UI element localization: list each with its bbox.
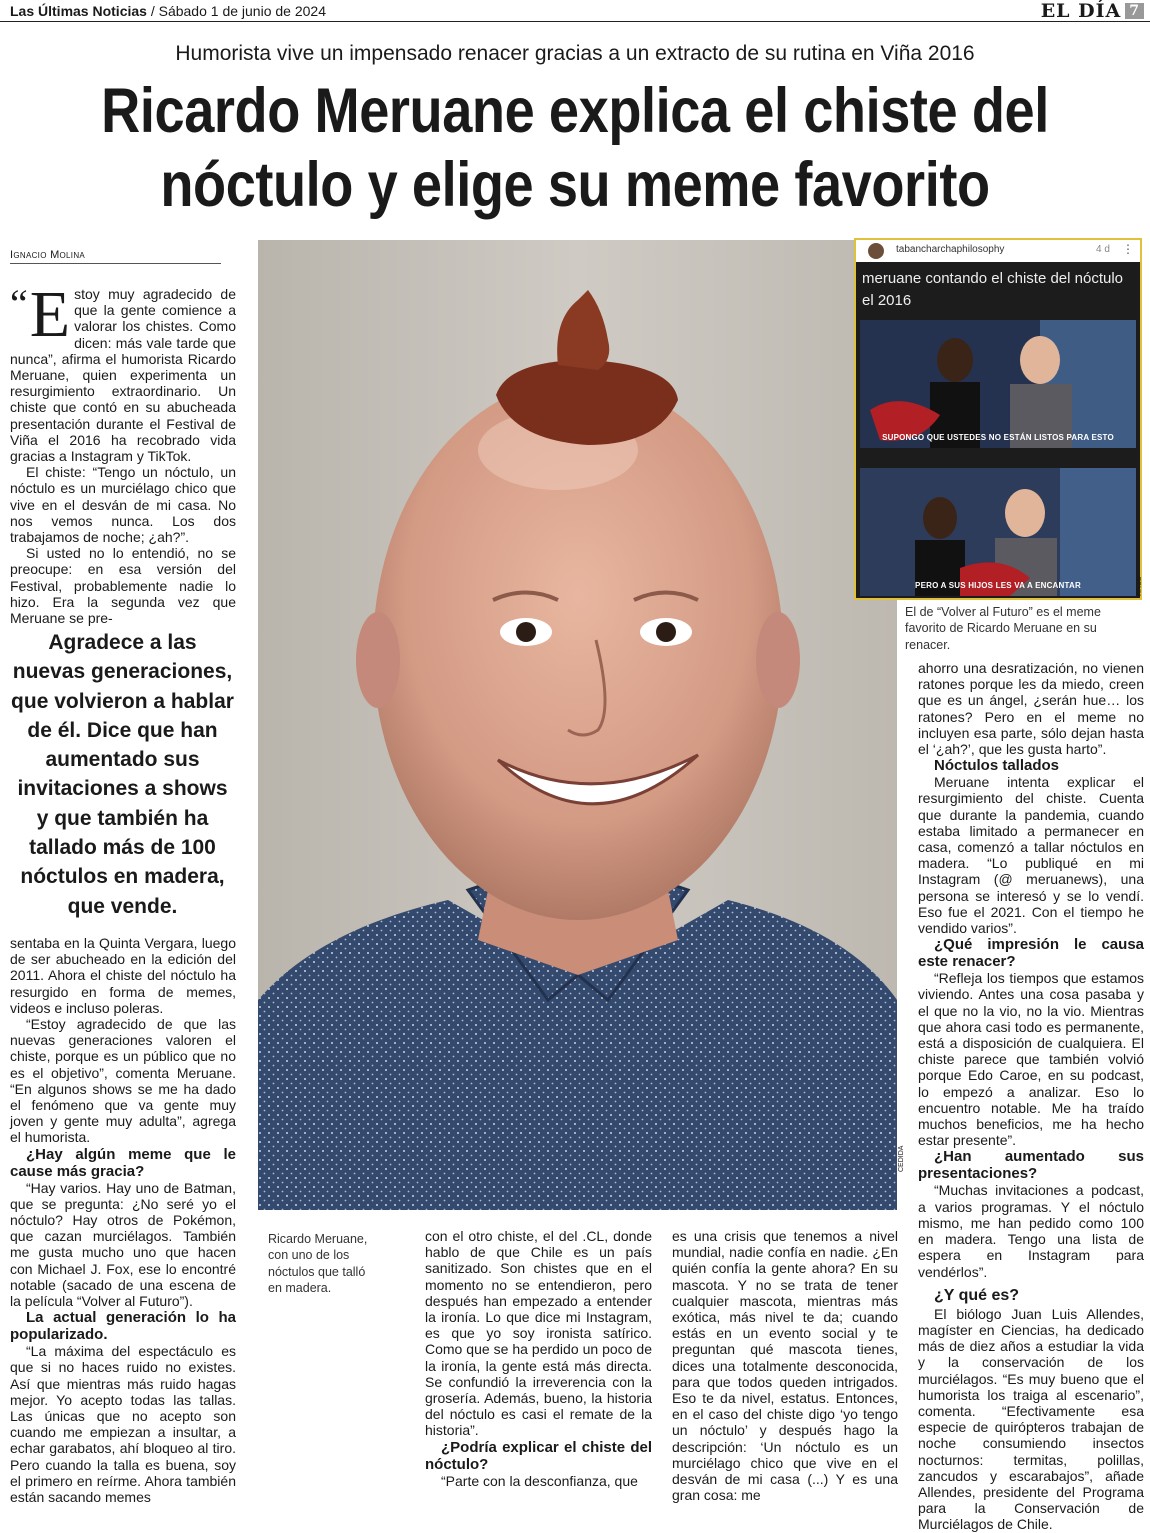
inset-caption: El de “Volver al Futuro” es el meme favorito de Ricardo Meruane en su renacer. bbox=[905, 605, 1101, 652]
meme-title: meruane contando el chiste del nóctulo el 2016 bbox=[862, 270, 1124, 309]
question-heading: ¿Hay algún meme que le cause más gracia? bbox=[10, 1145, 236, 1180]
more-options-icon: ⋮ bbox=[1122, 242, 1134, 256]
meme-frame-1 bbox=[860, 320, 1136, 448]
instagram-meme-inset bbox=[854, 238, 1142, 600]
instagram-username: tabancharchaphilosophy bbox=[896, 244, 1005, 255]
column-1-bottom bbox=[10, 935, 236, 1505]
paragraph: “Estoy agradecido de que las nuevas generaciones valoren el chiste, porque es un público que no es el objetivo”, comenta Meruane. “En algunos shows se me ha dado el fenómeno que va gente muy joven y gente muy adulta”, agrega el humorista. bbox=[10, 1016, 236, 1146]
paragraph: El chiste: “Tengo un nóctulo, un nóctulo es un murciélago chico que vive en el desván de mi casa. No nos vemos nunca. Los dos trabajamos de noche; ¿ah?”. bbox=[10, 464, 236, 546]
section-name: EL DÍA bbox=[1040, 0, 1122, 22]
opening-quote-mark: “ bbox=[10, 281, 28, 326]
pull-quote: Agradece a las nuevas generaciones, que volvieron a hablar de él. Dice que han aumentado sus invitaciones a shows y que también ha tallado más de 100 nóctulos en madera, que vende. bbox=[11, 631, 234, 918]
column-1-top bbox=[10, 278, 236, 627]
photo-credit: CEDIDA bbox=[898, 1145, 905, 1172]
instagram-header bbox=[856, 240, 1140, 262]
photo-caption: Ricardo Meruane, con uno de los nóctulos que talló en madera. bbox=[268, 1232, 368, 1295]
paragraph: “Refleja los tiempos que estamos viviendo. Antes una cosa pasaba y el que no la vio, no la vio. Mientras que ahora casi todo es permanente, está a disposición de cualquiera. El chiste parece que también volvió porque Edo Caroe, en su podcast, lo empezó a analizar. Eso lo encuentro notable. Me ha traído muchos beneficios, me ha hecho estar presente”. bbox=[918, 970, 1144, 1149]
kicker: Humorista vive un impensado renacer gracias a un extracto de su rutina en Viña 2016 bbox=[175, 42, 975, 65]
headline-line-2: nóctulo y elige su meme favorito bbox=[160, 150, 990, 220]
intro-paragraph bbox=[10, 278, 236, 465]
question-heading: ¿Qué impresión le causa este renacer? bbox=[918, 936, 1144, 971]
movie-still-illustration bbox=[860, 320, 1136, 448]
paragraph: ahorro una desratización, no vienen ratones porque les da miedo, creen que es un ángel, ¿serán hue… los ratones? Pero en el meme no incluyen esa parte, sólo dejan hasta el ‘¿ah?’, que les gusta harto”. bbox=[918, 660, 1144, 758]
avatar bbox=[868, 243, 884, 259]
meme-subtitle-1: SUPONGO QUE USTEDES NO ESTÁN LISTOS PARA ESTO bbox=[882, 433, 1114, 442]
main-photo bbox=[258, 240, 897, 1210]
question-heading: ¿Han aumentado sus presentaciones? bbox=[918, 1148, 1144, 1183]
meme-subtitle-2: PERO A SUS HIJOS LES VA A ENCANTAR bbox=[915, 581, 1081, 590]
headline bbox=[98, 74, 1053, 222]
column-3 bbox=[672, 1228, 898, 1503]
page-number: 7 bbox=[1125, 3, 1144, 19]
headline-line-1: Ricardo Meruane explica el chiste del bbox=[101, 76, 1049, 146]
paragraph: “La máxima del espectáculo es que si no haces ruido no existes. Así que mientras más ruido hagas mejor. Yo acepto todas las tallas. Las únicas que no acepto son cuando me empiezan a insultar, a echar garabatos, ahí bloqueo al tiro. Pero cuando la talla es buena, soy el primero en reírme. Ahora también están sacando memes bbox=[10, 1343, 236, 1506]
issue-date: / Sábado 1 de junio de 2024 bbox=[150, 3, 326, 19]
post-age: 4 d bbox=[1096, 244, 1110, 255]
meme-frame-2 bbox=[860, 468, 1136, 596]
paper-name: Las Últimas Noticias bbox=[10, 3, 147, 19]
portrait-illustration bbox=[258, 240, 897, 1210]
paragraph: “Parte con la desconfianza, que bbox=[441, 1472, 638, 1489]
masthead bbox=[0, 0, 1150, 22]
intro-text: stoy muy agradecido de que la gente comience a valorar los chistes. Como dicen: más vale tarde que nunca”, afirma el humorista Ricardo Meruane, quien experimenta un resurgimiento extraordinario. Un chiste que contó en su abucheada presentación durante el Festival de Viña el 2016 ha recobrado vida gracias a Instagram y TikTok. bbox=[10, 286, 236, 465]
paragraph: Meruane intenta explicar el resurgimiento del chiste. Cuenta que durante la pandemia, cuando estaba limitado a permanecer en casa, comenzó a tallar nóctulos en madera. “Lo publiqué en mi Instagram (@ meruanews), una persona se interesó y se lo vendí. Eso fue el 2021. Con el tiempo he vendido varios”. bbox=[918, 774, 1144, 937]
paragraph: sentaba en la Quinta Vergara, luego de ser abucheado en la edición del 2011. Ahora el chiste del nóctulo ha resurgido en forma de memes, videos e incluso poleras. bbox=[10, 935, 236, 1016]
question-heading: La actual generación lo ha popularizado. bbox=[10, 1309, 236, 1344]
paragraph: con el otro chiste, el del .CL, donde hablo de que Chile es un país sanitizado. Son chistes que en el momento no se entendieron, pero después han empezado a entender la ironía. Lo que dice mi Instagram, es que yo soy ironista satírico. Como que se ha perdido un poco de la ironía, la gente está más directa. Se confundió la irreverencia con la grosería. Además, bueno, la historia del nóctulo es casi el remate de la historia”. bbox=[425, 1228, 652, 1439]
byline: Ignacio Molina bbox=[10, 249, 221, 264]
section-label bbox=[1041, 0, 1144, 22]
movie-still-illustration bbox=[860, 468, 1136, 596]
paragraph: “Hay varios. Hay uno de Batman, que se pregunta: ¿No seré yo el nóctulo? Hay otros de Pokémon, que cazan murciélagos. También me gusta mucho uno que hacen con Michael J. Fox, ese lo encontré notable (sacado de una escena de la película “Volver al Futuro”). bbox=[10, 1179, 236, 1310]
paragraph: El biólogo Juan Luis Allendes, magíster en Ciencias, ha dedicado más de diez años a estudiar la vida y la conservación de los murciélagos. “Es muy bueno que el humorista los traiga al escenario”, comenta. “Efectivamente esa especie de quirópteros trabajan de noche consumiendo insectos nocturnos: termitas, polillas, zancudos y escarabajos”, añade Allendes, presidente del Programa para la Conservación de Murciélagos de Chile. bbox=[918, 1305, 1144, 1533]
drop-cap: E bbox=[29, 278, 71, 351]
subheading: Nóctulos tallados bbox=[934, 757, 1060, 775]
paragraph: “Muchas invitaciones a podcast, a varios programas. Y el nóctulo mismo, me han pedido como 100 en madera. Tengo una lista de espera en Instagram para vendérlos”. bbox=[918, 1182, 1144, 1280]
paragraph: Si usted no lo entendió, no se preocupe: en esa versión del Festival, probablemente nadie lo hizo. Era la segunda vez que Meruane se pre- bbox=[10, 545, 236, 627]
question-heading: ¿Podría explicar el chiste del nóctulo? bbox=[425, 1438, 652, 1473]
paper-dateline bbox=[10, 3, 326, 19]
paragraph: es una crisis que tenemos a nivel mundial, nadie confía en nadie. ¿En quién confía la gente ahora? En su mascota. Y no se trata de tener cualquier mascota, mientras más exótica, más nivel te da; cuando estás en un evento social y te preguntan qué mascota tienes, dices una totalmente desconocida, para que todos queden intrigados. Eso te da nivel, estatus. Entonces, en el caso del chiste digo ‘yo tengo un nóctulo’ y después hago la descripción: ‘Un nóctulo es un murciélago chico que vive en el desván de mi casa (...) Y es una gran cosa: me bbox=[672, 1228, 898, 1504]
column-2 bbox=[425, 1228, 652, 1489]
column-4 bbox=[918, 660, 1144, 1533]
sidebar-heading: ¿Y qué es? bbox=[934, 1286, 1020, 1304]
inset-credit: RRSS bbox=[1136, 576, 1143, 596]
